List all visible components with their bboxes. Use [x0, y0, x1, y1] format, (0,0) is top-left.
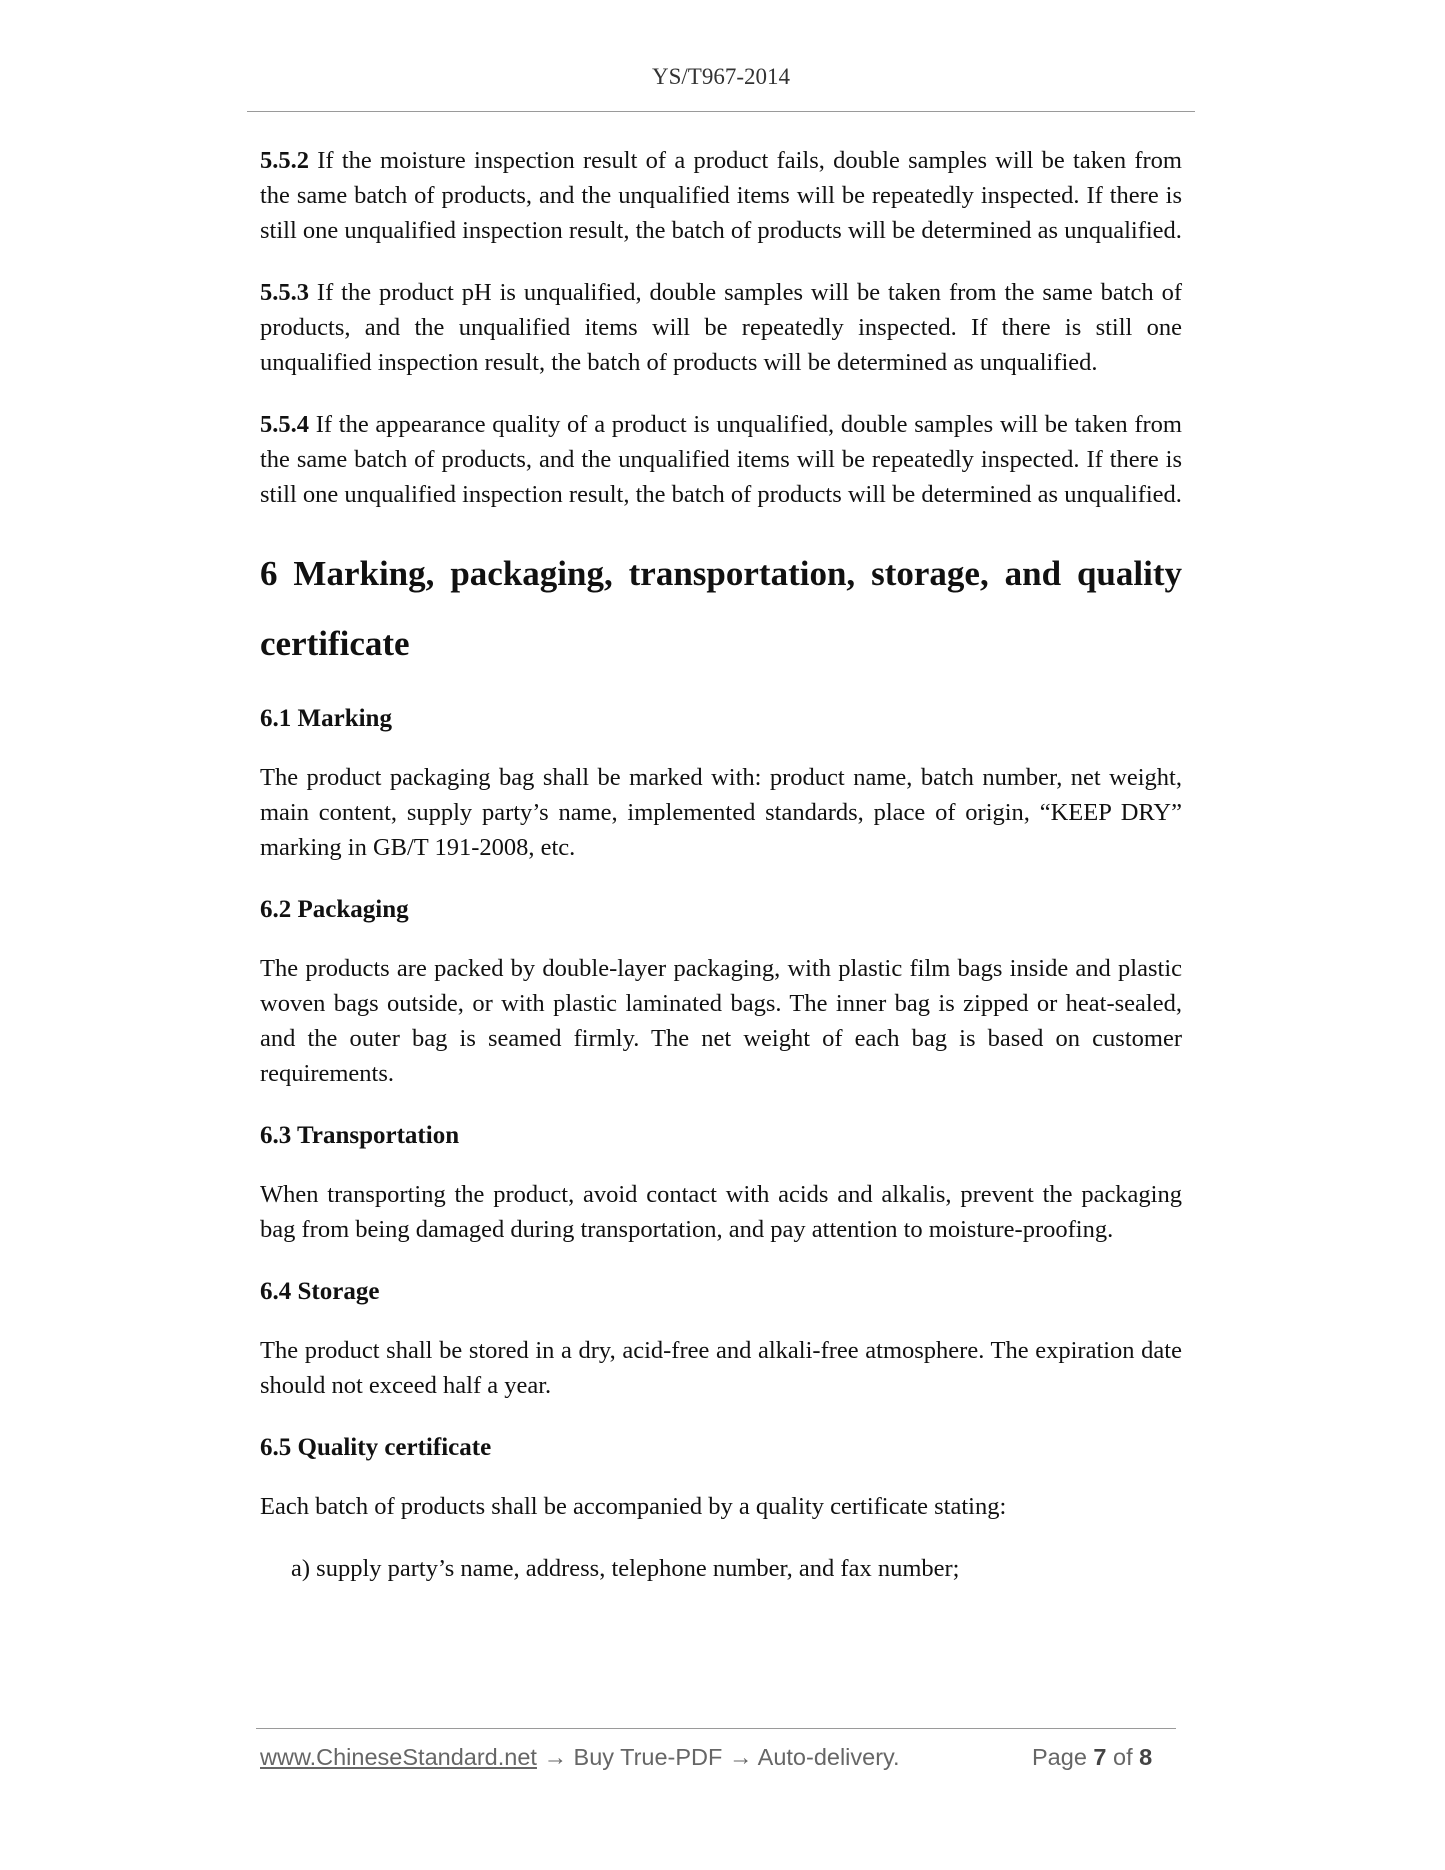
list-item: a) supply party’s name, address, telephone number, and fax number; — [291, 1555, 960, 1582]
subsection-heading-packaging: 6.2 Packaging — [260, 896, 409, 923]
section-6-title-line2: certificate — [260, 624, 410, 663]
website-link[interactable]: www.ChineseStandard.net — [260, 1744, 537, 1770]
subsection-heading-transportation: 6.3 Transportation — [260, 1122, 460, 1149]
subsection-body-storage: The product shall be stored in a dry, acid-free and alkali-free atmosphere. The expiration date should not exceed half a year. — [260, 1337, 1182, 1399]
subsection-heading-storage: 6.4 Storage — [260, 1278, 380, 1305]
clause-number: 5.5.4 — [260, 411, 309, 438]
clause-5-5-3 — [260, 275, 1182, 380]
clause-text: If the appearance quality of a product is unqualified, double samples will be taken from the same batch of products, and the unqualified items will be repeatedly inspected. If there is still one unqualified inspection result, the batch of products will be determined as unqualified. — [260, 411, 1182, 508]
current-page-number: 7 — [1093, 1744, 1107, 1770]
clause-number: 5.5.3 — [260, 279, 309, 306]
arrow-right-icon: → — [543, 1744, 567, 1770]
page-label: Page — [1032, 1744, 1087, 1770]
clause-text: If the product pH is unqualified, double samples will be taken from the same batch of products, and the unqualified items will be repeatedly inspected. If there is still one unqualified inspection result, the batch of products will be determined as unqualified. — [260, 279, 1182, 376]
subsection-heading-quality-certificate: 6.5 Quality certificate — [260, 1434, 492, 1461]
clause-text: If the moisture inspection result of a product fails, double samples will be taken from the same batch of products, and the unqualified items will be repeatedly inspected. If there is still one unqualified inspection result, the batch of products will be determined as unqualified. — [260, 147, 1182, 244]
clause-number: 5.5.2 — [260, 147, 309, 174]
page-number-indicator — [1032, 1744, 1152, 1771]
subsection-body-transportation: When transporting the product, avoid contact with acids and alkalis, prevent the packaging bag from being damaged during transportation, and pay attention to moisture-proofing. — [260, 1181, 1182, 1243]
section-6-heading — [260, 539, 1182, 679]
buy-true-pdf-text: Buy True-PDF — [566, 1744, 729, 1770]
subsection-body-packaging: The products are packed by double-layer packaging, with plastic film bags inside and plastic woven bags outside, or with plastic laminated bags. The inner bag is zipped or heat-sealed, and the outer bag is seamed firmly. The net weight of each bag is based on customer requirements. — [260, 955, 1182, 1087]
auto-delivery-text: Auto-delivery. — [752, 1744, 900, 1770]
header-divider — [247, 111, 1195, 112]
total-page-number: 8 — [1139, 1744, 1153, 1770]
arrow-right-icon: → — [728, 1744, 753, 1770]
standard-code-header: YS/T967-2014 — [652, 64, 790, 89]
page-footer — [260, 1744, 1182, 1771]
subsection-body-quality-certificate: Each batch of products shall be accompanied by a quality certificate stating: — [260, 1493, 1007, 1520]
subsection-heading-marking: 6.1 Marking — [260, 705, 392, 732]
clause-5-5-4 — [260, 407, 1182, 512]
clause-5-5-2 — [260, 143, 1182, 248]
footer-divider — [256, 1728, 1176, 1729]
document-body — [260, 143, 1182, 1586]
section-6-title-line1: 6 Marking, packaging, transportation, storage, and quality — [260, 554, 1182, 593]
of-label: of — [1113, 1744, 1133, 1770]
subsection-body-marking: The product packaging bag shall be marked with: product name, batch number, net weight, main content, supply party’s name, implemented standards, place of origin, “KEEP DRY” marking in GB/T 191-2008, etc. — [260, 764, 1182, 861]
